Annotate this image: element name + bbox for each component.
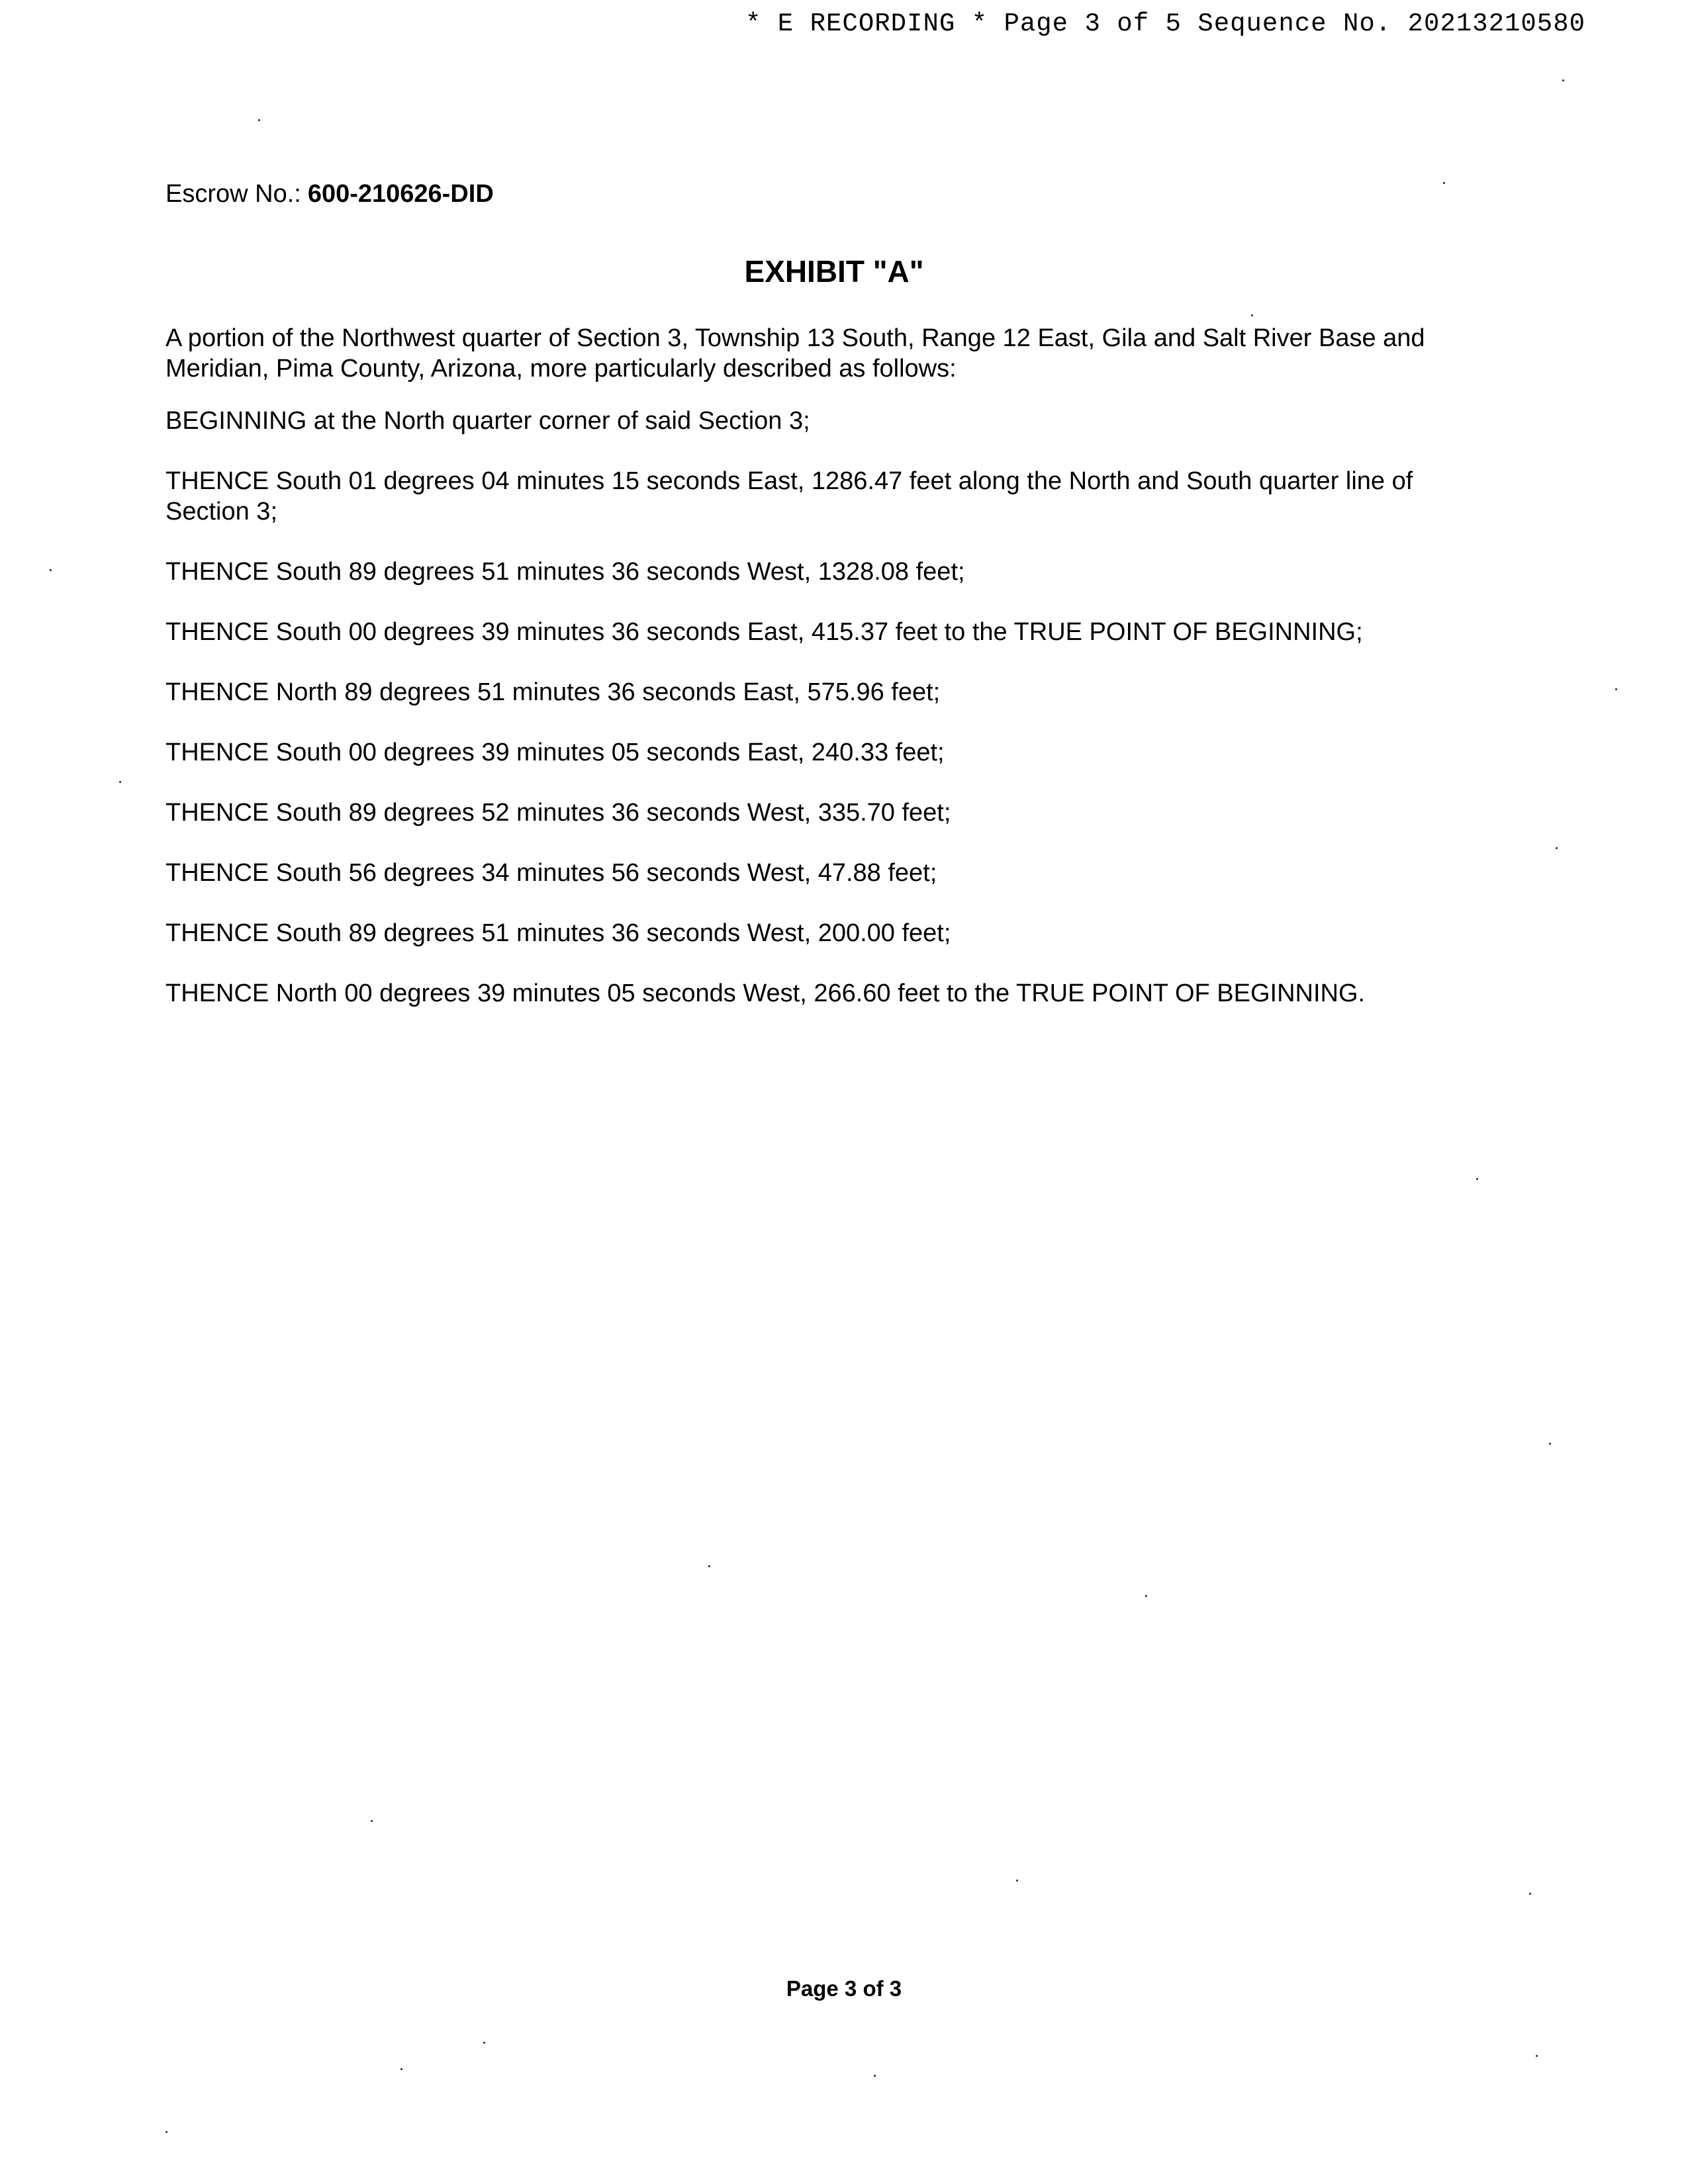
scan-speck [1549,1443,1551,1445]
scan-speck [1536,2055,1538,2057]
scan-speck [1251,314,1253,316]
scan-speck [50,569,52,571]
course-item: THENCE North 89 degrees 51 minutes 36 seconds East, 575.96 feet; [165,678,941,706]
scan-speck [1556,847,1558,849]
scan-speck [258,119,260,121]
scan-speck [1443,182,1445,184]
scan-speck [119,781,121,783]
document-body [165,179,1503,1007]
course-item: THENCE North 00 degrees 39 minutes 05 seconds West, 266.60 feet to the TRUE POINT OF BEGINNING. [165,979,1366,1007]
course-item: THENCE South 89 degrees 52 minutes 36 seconds West, 335.70 feet; [165,799,951,827]
scan-speck [874,2075,876,2077]
escrow-line [165,179,1503,209]
scan-speck [708,1565,710,1567]
scan-speck [1615,688,1617,690]
scan-speck [1016,1880,1018,1882]
scan-speck [483,2042,485,2044]
page-footer: Page 3 of 3 [786,1976,902,2001]
scan-speck [400,2068,402,2070]
boundary-course-list [165,406,1503,1038]
course-item: THENCE South 00 degrees 39 minutes 05 seconds East, 240.33 feet; [165,739,945,766]
scan-speck [1145,1595,1147,1597]
scan-speck [1562,79,1564,81]
scan-speck [1476,1178,1478,1180]
escrow-label: Escrow No.: [165,180,301,208]
course-item: THENCE South 56 degrees 34 minutes 56 seconds West, 47.88 feet; [165,859,937,887]
recording-header: * E RECORDING * Page 3 of 5 Sequence No. 20213210580 [745,9,1585,38]
course-item: THENCE South 01 degrees 04 minutes 15 seconds East, 1286.47 feet along the North and South quarter line of Section 3; [165,467,1413,525]
scan-speck [371,1820,373,1822]
course-item: THENCE South 00 degrees 39 minutes 36 seconds East, 415.37 feet to the TRUE POINT OF BEGINNING; [165,618,1363,646]
course-item: THENCE South 89 degrees 51 minutes 36 seconds West, 200.00 feet; [165,919,951,947]
course-item: THENCE South 89 degrees 51 minutes 36 seconds West, 1328.08 feet; [165,558,965,586]
escrow-number: 600-210626-DID [307,180,494,208]
legal-description-intro: A portion of the Northwest quarter of Section 3, Township 13 South, Range 12 East, Gila and Salt River Base and Meridian, Pima County, Arizona, more particularly described as follows: [165,324,1425,383]
exhibit-title: EXHIBIT "A" [744,254,924,289]
course-item: BEGINNING at the North quarter corner of said Section 3; [165,407,810,435]
scan-speck [1529,1893,1531,1895]
scan-speck [165,2131,167,2133]
